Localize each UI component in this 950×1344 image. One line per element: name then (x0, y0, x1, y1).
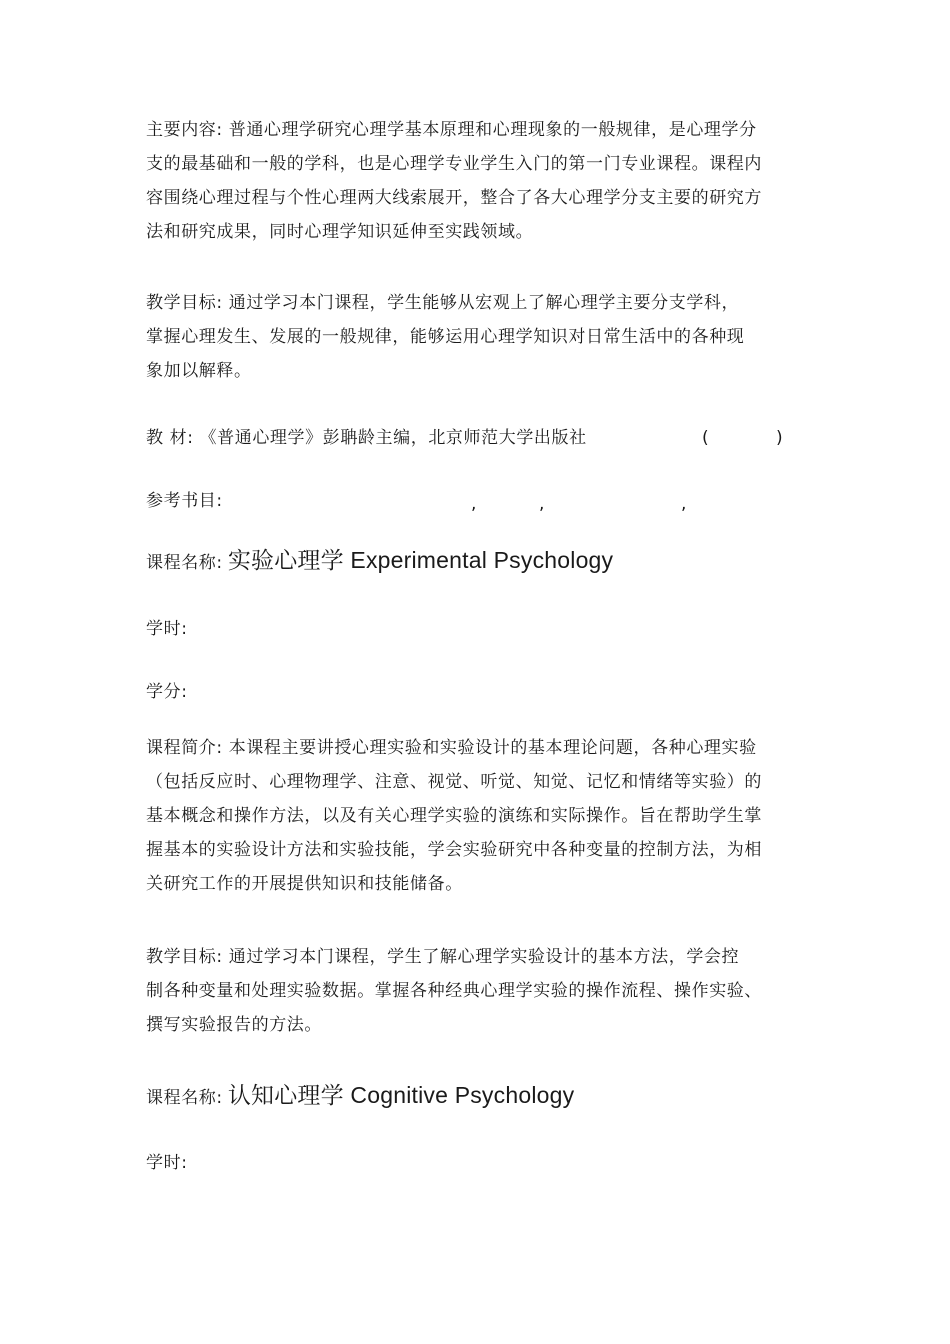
main-content-paragraph (146, 113, 816, 249)
references-comma: , (471, 494, 477, 514)
hours-label: 学时: (146, 1153, 188, 1173)
objectives-paragraph (146, 940, 816, 1042)
references-comma: , (539, 494, 545, 514)
hours-label: 学时: (146, 619, 188, 639)
course-intro-paragraph (146, 731, 816, 901)
references-comma: , (681, 494, 687, 514)
textbook-paren-close: ) (776, 428, 783, 448)
course-intro-line: 握基本的实验设计方法和实验技能，学会实验研究中各种变量的控制方法，为相 (146, 840, 762, 860)
objectives-line: 掌握心理发生、发展的一般规律，能够运用心理学知识对日常生活中的各种现 (146, 327, 745, 347)
textbook-line: 教 材: 《普通心理学》彭聃龄主编，北京师范大学出版社 (146, 428, 587, 448)
credits-label: 学分: (146, 682, 188, 702)
main-content-line: 支的最基础和一般的学科，也是心理学专业学生入门的第一门专业课程。课程内 (146, 154, 762, 174)
objectives-line: 制各种变量和处理实验数据。掌握各种经典心理学实验的操作流程、操作实验、 (146, 981, 762, 1001)
course-intro-line: （包括反应时、心理物理学、注意、视觉、听觉、知觉、记忆和情绪等实验）的 (146, 772, 762, 792)
objectives-line: 撰写实验报告的方法。 (146, 1015, 322, 1035)
course-name-label: 课程名称: (146, 1088, 223, 1108)
course-intro-line: 课程简介: 本课程主要讲授心理实验和实验设计的基本理论问题，各种心理实验 (146, 738, 757, 758)
course-heading (146, 1077, 574, 1110)
course-title: 实验心理学 Experimental Psychology (227, 547, 614, 573)
course-title: 认知心理学 Cognitive Psychology (227, 1082, 575, 1108)
textbook-paren-open: ( (702, 428, 709, 448)
objectives-line: 教学目标: 通过学习本门课程，学生了解心理学实验设计的基本方法，学会控 (146, 947, 740, 967)
objectives-line: 象加以解释。 (146, 361, 252, 381)
main-content-line: 容围绕心理过程与个性心理两大线索展开，整合了各大心理学分支主要的研究方 (146, 188, 762, 208)
course-heading (146, 542, 613, 575)
objectives-line: 教学目标: 通过学习本门课程，学生能够从宏观上了解心理学主要分支学科， (146, 293, 740, 313)
main-content-line: 法和研究成果，同时心理学知识延伸至实践领域。 (146, 222, 534, 242)
objectives-paragraph (146, 286, 816, 388)
course-intro-line: 基本概念和操作方法，以及有关心理学实验的演练和实际操作。旨在帮助学生掌 (146, 806, 762, 826)
course-intro-line: 关研究工作的开展提供知识和技能储备。 (146, 874, 463, 894)
references-label: 参考书目: (146, 491, 223, 511)
course-name-label: 课程名称: (146, 553, 223, 573)
main-content-line: 主要内容: 普通心理学研究心理学基本原理和心理现象的一般规律，是心理学分 (146, 120, 757, 140)
